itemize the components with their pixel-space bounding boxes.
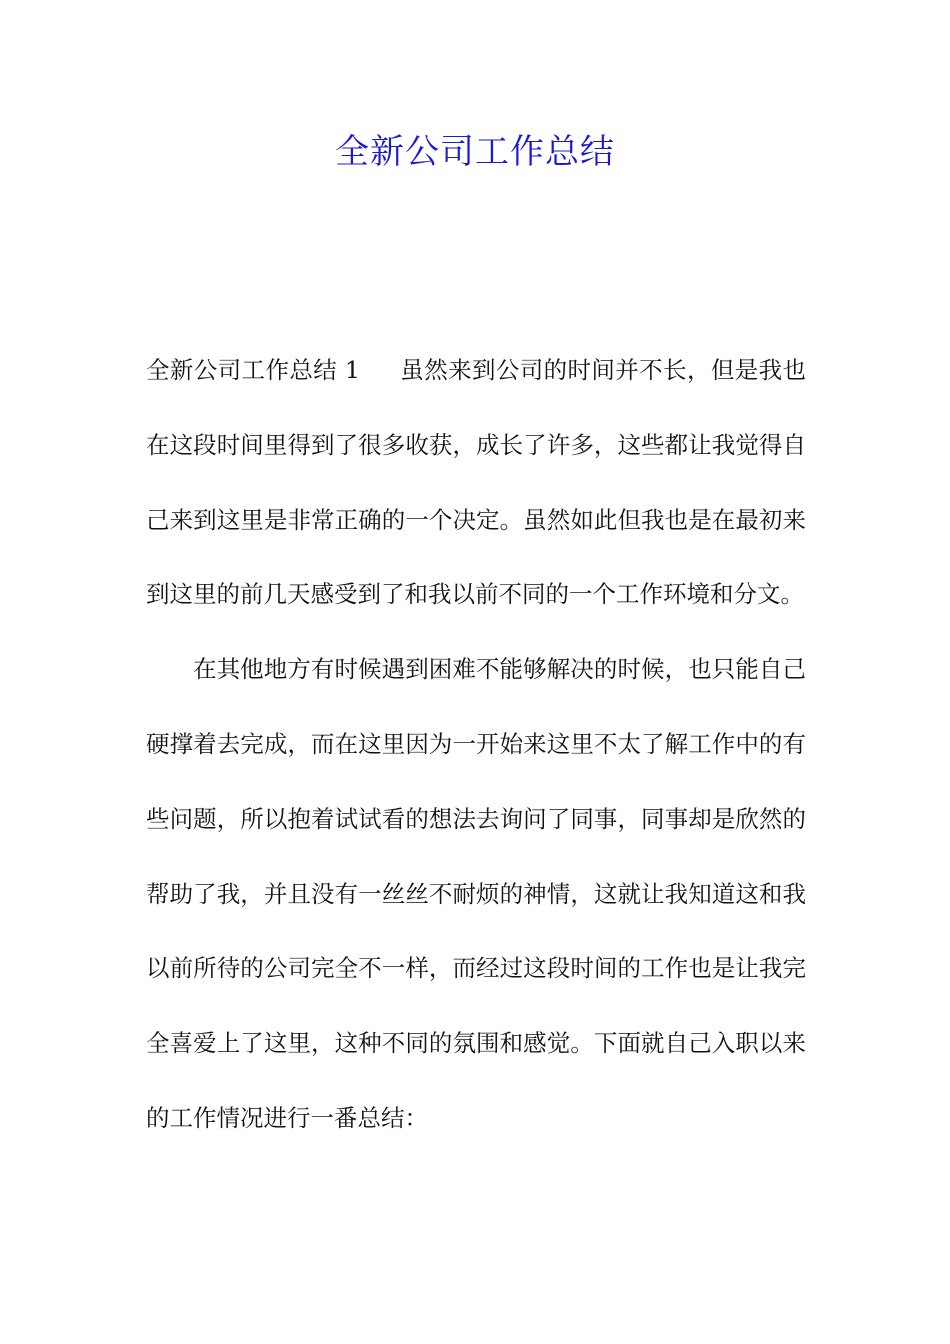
section-heading: 全新公司工作总结 1 <box>146 356 360 384</box>
paragraph-2: 在其他地方有时候遇到困难不能够解决的时候，也只能自己硬撑着去完成，而在这里因为一开始来这里不太了解工作中的有些问题，所以抱着试试看的想法去询问了同事，同事却是欣然的帮助了我，并且没有一丝丝不耐烦的神情，这就让我知道这和我以前所待的公司完全不一样，而经过这段时间的工作也是让我完全喜爱上了这里，这种不同的氛围和感觉。下面就自己入职以来的工作情况进行一番总结： <box>146 655 806 1132</box>
paragraph-1 <box>146 333 806 632</box>
document-title: 全新公司工作总结 <box>335 132 615 172</box>
document-body <box>146 333 806 1156</box>
paragraph-1-text: 虽然来到公司的时间并不长，但是我也在这段时间里得到了很多收获，成长了许多，这些都让我觉得自己来到这里是非常正确的一个决定。虽然如此但我也是在最初来到这里的前几天感受到了和我以前不同的一个工作环境和分文。 <box>146 356 807 609</box>
